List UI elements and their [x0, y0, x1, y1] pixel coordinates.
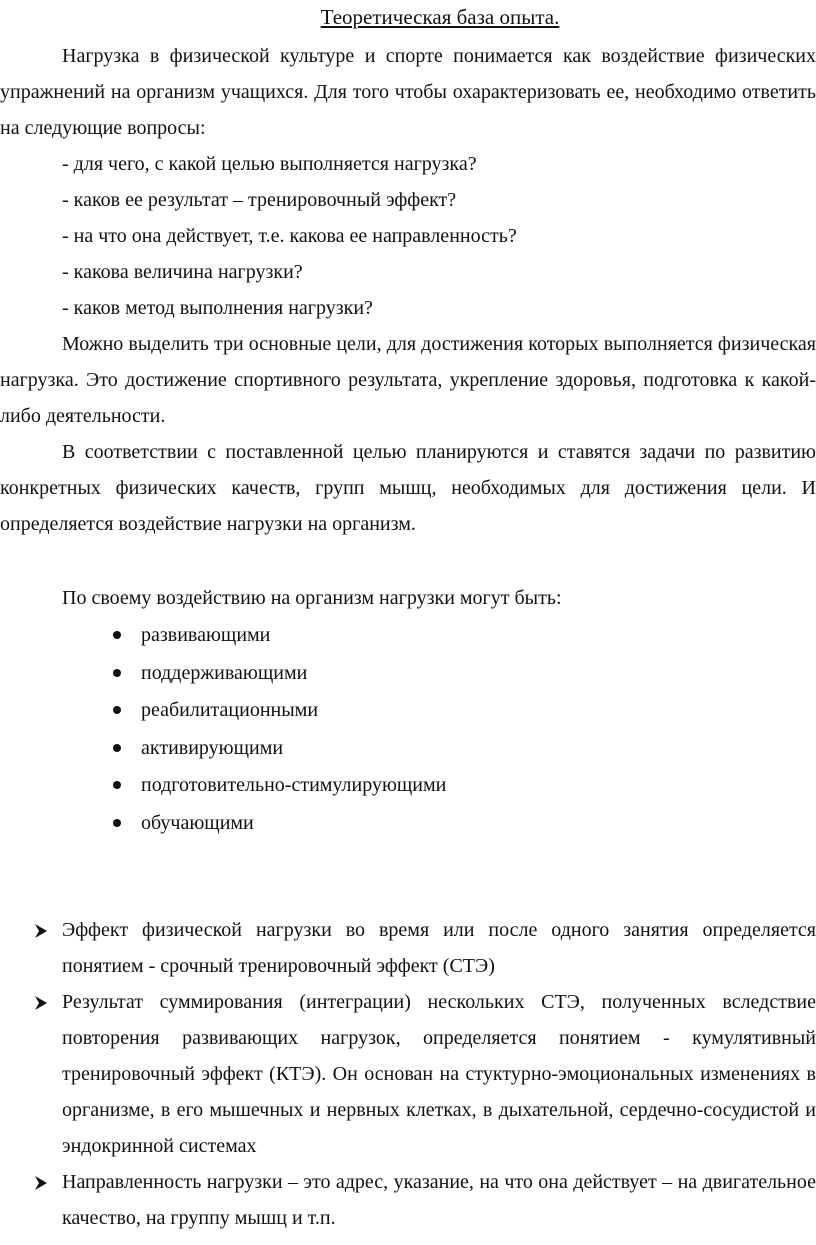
bullet-icon: [113, 819, 121, 827]
question-item: - каков метод выполнения нагрузки?: [62, 297, 373, 319]
list-item-label: обучающими: [141, 811, 254, 834]
bullet-icon: [113, 744, 121, 752]
question-item: - для чего, с какой целью выполняется нагрузка?: [62, 153, 477, 175]
document-title: Теоретическая база опыта.: [320, 5, 560, 29]
list-item-label: поддерживающими: [141, 661, 308, 684]
list-item-label: подготовительно-стимулирующими: [141, 774, 447, 796]
bullet-icon: [113, 631, 121, 639]
definition-text: Эффект физической нагрузки во время или после одного занятия определяется понятием - срочный тренировочный эффект (СТЭ): [62, 919, 816, 977]
goals-paragraph: Можно выделить три основные цели, для достижения которых выполняется физическая нагрузка. Это достижение спортивного результата, укрепление здоровья, подготовка к какой-либо деятельности.: [0, 333, 816, 427]
definition-text: Результат суммирования (интеграции) нескольких СТЭ, полученных вследствие повторения развивающих нагрузок, определяется понятием - кумулятивный тренировочный эффект (КТЭ). Он основан на стуктурно-эмоциональных изменениях в организме, в его мышечных и нервных клетках, в дыхательной, сердечно-сосудистой и эндокринной системах: [62, 991, 816, 1157]
list-item: [0, 805, 816, 843]
bullet-icon: [113, 706, 121, 714]
load-types-list: [0, 617, 816, 842]
list-item: [0, 655, 816, 693]
definition-text: Направленность нагрузки – это адрес, указание, на что она действует – на двигательное качество, на группу мышц и т.п.: [62, 1171, 816, 1229]
list-item: [0, 767, 816, 805]
intro-paragraph: Нагрузка в физической культуре и спорте понимается как воздействие физических упражнений на организм учащихся. Для того чтобы охарактеризовать ее, необходимо ответить на следующие вопросы:: [0, 45, 816, 139]
list-item-label: реабилитационными: [141, 699, 319, 721]
list-item: [0, 730, 816, 768]
question-item: - каков ее результат – тренировочный эффект?: [62, 189, 457, 211]
question-item: - какова величина нагрузки?: [62, 261, 303, 283]
arrow-bullet-icon: [33, 1175, 49, 1191]
load-types-intro: По своему воздействию на организм нагрузки могут быть:: [62, 587, 562, 609]
list-item: [0, 692, 816, 730]
question-item: - на что она действует, т.е. какова ее направленность?: [62, 225, 517, 247]
list-item: [0, 617, 816, 655]
arrow-bullet-icon: [33, 995, 49, 1011]
tasks-paragraph: В соответствии с поставленной целью планируются и ставятся задачи по развитию конкретных физических качеств, групп мышц, необходимых для достижения цели. И определяется воздействие нагрузки на организм.: [0, 441, 816, 535]
list-item-label: активирующими: [141, 736, 284, 759]
bullet-icon: [113, 781, 121, 789]
arrow-bullet-icon: [33, 923, 49, 939]
list-item-label: развивающими: [141, 624, 271, 646]
bullet-icon: [113, 669, 121, 677]
